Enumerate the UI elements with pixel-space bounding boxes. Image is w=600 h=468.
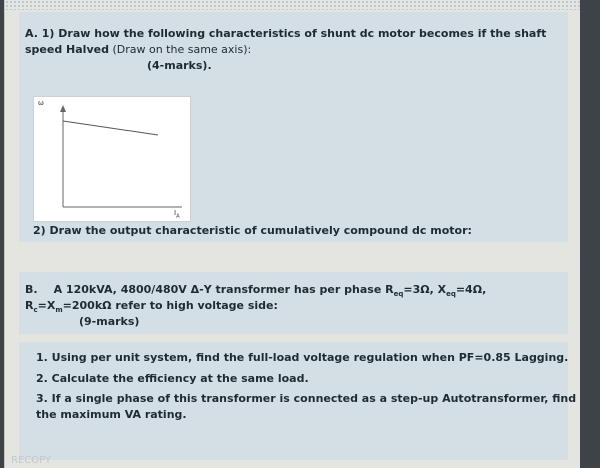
y-axis-label: ω	[38, 99, 44, 107]
q1-marks: (4-marks).	[147, 59, 212, 72]
b-line2-text-b: =X	[37, 299, 56, 312]
b-line2-sub1: c	[33, 306, 38, 315]
watermark: RECOPY	[11, 455, 52, 466]
x-axis-label-main: I	[174, 209, 177, 217]
question-2: 2. Calculate the efficiency at the same load.	[36, 372, 309, 385]
graph-svg	[34, 97, 190, 221]
b-line2-sub2: m	[55, 306, 63, 315]
b-marks: (9-marks)	[79, 315, 140, 328]
b-line2-text-a: R	[25, 299, 34, 312]
x-axis-label	[174, 209, 180, 219]
questions-panel	[19, 342, 577, 460]
dotted-top-border	[5, 0, 580, 10]
b-line2	[25, 299, 278, 314]
q1-bold-text: speed Halved	[25, 43, 109, 56]
question-1: 1. Using per unit system, find the full-load voltage regulation when PF=0.85 Lagging.	[36, 351, 569, 364]
q1-rest-text: (Draw on the same axis):	[112, 43, 252, 56]
b-label: B.	[25, 283, 38, 296]
speed-curve	[63, 121, 158, 135]
y-axis-arrow-icon	[60, 105, 66, 112]
characteristic-graph	[33, 96, 191, 222]
section-a-panel	[19, 12, 568, 242]
section-b-panel	[19, 272, 568, 334]
b-line1-text-c: =4Ω,	[455, 283, 487, 296]
q2-text: 2) Draw the output characteristic of cumulatively compound dc motor:	[33, 224, 472, 237]
question-3-line1: 3. If a single phase of this transformer is connected as a step-up Autotransformer, find	[36, 392, 577, 405]
question-3-line2: the maximum VA rating.	[36, 408, 187, 421]
q1-line2	[25, 43, 251, 56]
b-line1-sub2: eq	[446, 290, 456, 299]
b-line1-text-a: A 120kVA, 4800/480V Δ-Y transformer has per phase R	[53, 283, 394, 296]
b-line1	[25, 283, 486, 298]
b-line2-text-c: =200kΩ refer to high voltage side:	[62, 299, 278, 312]
q1-number: A. 1)	[25, 27, 55, 40]
b-line1-sub1: eq	[393, 290, 404, 299]
document-page	[4, 0, 580, 468]
x-axis-label-sub: A	[176, 213, 180, 220]
q1-line1	[25, 27, 546, 40]
b-line1-text-b: =3Ω, X	[403, 283, 447, 296]
q1-text: Draw how the following characteristics of shunt dc motor becomes if the shaft	[58, 27, 547, 40]
